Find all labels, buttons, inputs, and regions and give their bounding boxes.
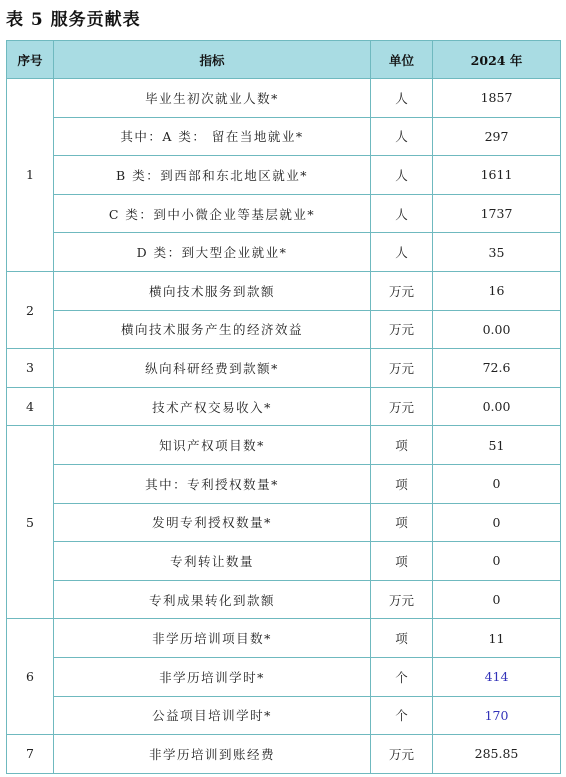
table-row (7, 194, 561, 233)
value-cell: 72.6 (433, 349, 561, 388)
table-row (7, 619, 561, 658)
unit-cell: 项 (371, 426, 433, 465)
unit-cell: 万元 (371, 580, 433, 619)
value-cell: 1611 (433, 156, 561, 195)
table-row (7, 542, 561, 581)
serial-number-cell: 5 (7, 426, 54, 619)
unit-cell: 人 (371, 79, 433, 118)
unit-cell: 项 (371, 464, 433, 503)
serial-number-cell: 4 (7, 387, 54, 426)
unit-cell: 个 (371, 657, 433, 696)
service-contribution-table (6, 40, 561, 774)
serial-number-cell: 2 (7, 271, 54, 348)
value-cell: 1737 (433, 194, 561, 233)
table-row (7, 426, 561, 465)
table-row (7, 349, 561, 388)
table-title: 表 5 服务贡献表 (6, 10, 141, 30)
unit-cell: 人 (371, 194, 433, 233)
value-cell: 0.00 (433, 387, 561, 426)
header-serial-number: 序号 (7, 41, 54, 79)
serial-number-cell: 7 (7, 735, 54, 774)
unit-cell: 项 (371, 619, 433, 658)
unit-cell: 个 (371, 696, 433, 735)
unit-cell: 项 (371, 503, 433, 542)
indicator-cell: 技术产权交易收入* (54, 387, 371, 426)
serial-number-cell: 3 (7, 349, 54, 388)
indicator-cell: C 类：到中小微企业等基层就业* (54, 194, 371, 233)
indicator-cell: 非学历培训到账经费 (54, 735, 371, 774)
table-header-row (7, 41, 561, 79)
value-cell: 285.85 (433, 735, 561, 774)
table-row (7, 310, 561, 349)
header-indicator: 指标 (54, 41, 371, 79)
value-cell: 0 (433, 503, 561, 542)
table-row (7, 503, 561, 542)
table-row (7, 233, 561, 272)
value-cell: 11 (433, 619, 561, 658)
indicator-cell: 毕业生初次就业人数* (54, 79, 371, 118)
indicator-cell: 公益项目培训学时* (54, 696, 371, 735)
value-cell: 0.00 (433, 310, 561, 349)
indicator-cell: D 类：到大型企业就业* (54, 233, 371, 272)
table-row (7, 117, 561, 156)
value-cell: 0 (433, 542, 561, 581)
value-cell: 35 (433, 233, 561, 272)
indicator-cell: 纵向科研经费到款额* (54, 349, 371, 388)
unit-cell: 万元 (371, 349, 433, 388)
table-row (7, 657, 561, 696)
value-cell: 414 (433, 657, 561, 696)
indicator-cell: 专利转让数量 (54, 542, 371, 581)
indicator-cell: 非学历培训学时* (54, 657, 371, 696)
value-cell: 51 (433, 426, 561, 465)
indicator-cell: 横向技术服务产生的经济效益 (54, 310, 371, 349)
indicator-cell: 知识产权项目数* (54, 426, 371, 465)
indicator-cell: 非学历培训项目数* (54, 619, 371, 658)
indicator-cell: 专利成果转化到款额 (54, 580, 371, 619)
table-row (7, 387, 561, 426)
value-cell: 297 (433, 117, 561, 156)
table-row (7, 580, 561, 619)
indicator-cell: B 类：到西部和东北地区就业* (54, 156, 371, 195)
unit-cell: 万元 (371, 310, 433, 349)
value-cell: 0 (433, 580, 561, 619)
unit-cell: 万元 (371, 387, 433, 426)
table-row (7, 271, 561, 310)
unit-cell: 人 (371, 117, 433, 156)
table-body (7, 79, 561, 774)
table-row (7, 464, 561, 503)
header-unit: 单位 (371, 41, 433, 79)
indicator-cell: 横向技术服务到款额 (54, 271, 371, 310)
table-row (7, 79, 561, 118)
serial-number-cell: 6 (7, 619, 54, 735)
indicator-cell: 其中：A 类： 留在当地就业* (54, 117, 371, 156)
unit-cell: 万元 (371, 735, 433, 774)
value-cell: 16 (433, 271, 561, 310)
unit-cell: 人 (371, 156, 433, 195)
table-row (7, 735, 561, 774)
indicator-cell: 发明专利授权数量* (54, 503, 371, 542)
unit-cell: 人 (371, 233, 433, 272)
serial-number-cell: 1 (7, 79, 54, 272)
unit-cell: 万元 (371, 271, 433, 310)
table-row (7, 156, 561, 195)
header-year-2024: 2024 年 (433, 41, 561, 79)
table-row (7, 696, 561, 735)
value-cell: 170 (433, 696, 561, 735)
value-cell: 1857 (433, 79, 561, 118)
indicator-cell: 其中：专利授权数量* (54, 464, 371, 503)
unit-cell: 项 (371, 542, 433, 581)
value-cell: 0 (433, 464, 561, 503)
